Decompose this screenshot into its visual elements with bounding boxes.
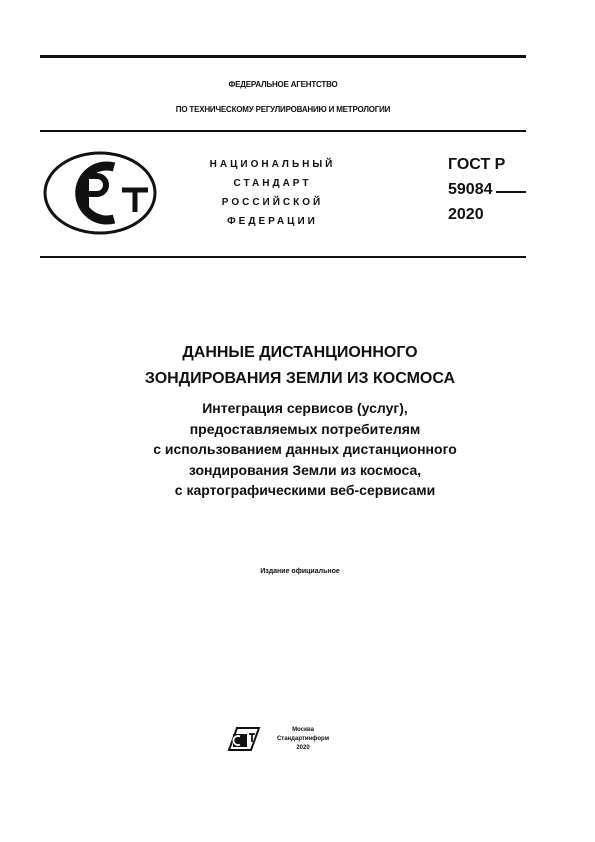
standartinform-logo-icon bbox=[227, 724, 261, 752]
standard-type-line-2: СТАНДАРТ bbox=[233, 178, 312, 189]
document-title-line-1: ДАННЫЕ ДИСТАНЦИОННОГО bbox=[182, 344, 418, 361]
publisher-imprint bbox=[268, 726, 338, 753]
top-rule bbox=[40, 55, 526, 58]
standard-type-line-1: НАЦИОНАЛЬНЫЙ bbox=[209, 159, 336, 170]
publisher-name: Стандартинформ bbox=[276, 736, 330, 742]
document-title-line-2: ЗОНДИРОВАНИЯ ЗЕМЛИ ИЗ КОСМОСА bbox=[144, 370, 456, 387]
standard-year: 2020 bbox=[448, 206, 484, 223]
document-subtitle-line-5: с картографическими веб-сервисами bbox=[174, 482, 436, 498]
middle-rule bbox=[40, 130, 526, 132]
official-edition-note: Издание официальное bbox=[260, 568, 340, 575]
agency-name-line-2: ПО ТЕХНИЧЕСКОМУ РЕГУЛИРОВАНИЮ И МЕТРОЛОГИИ bbox=[175, 105, 391, 114]
document-subtitle-line-2: предоставляемых потребителям bbox=[189, 420, 421, 437]
lower-rule bbox=[40, 256, 526, 258]
document-title bbox=[40, 340, 560, 392]
publisher-year: 2020 bbox=[296, 745, 310, 751]
standard-type-line-4: ФЕДЕРАЦИИ bbox=[227, 216, 318, 227]
agency-name-line-1: ФЕДЕРАЛЬНОЕ АГЕНТСТВО bbox=[228, 80, 338, 89]
standard-number: 59084 bbox=[448, 181, 493, 198]
document-subtitle-line-1: Интеграция сервисов (услуг), bbox=[202, 400, 408, 416]
document-subtitle bbox=[40, 398, 570, 501]
standard-type-block bbox=[200, 155, 345, 231]
standard-type-line-3: РОССИЙСКОЙ bbox=[221, 197, 324, 208]
standard-prefix: ГОСТ Р bbox=[448, 156, 506, 173]
publisher-city: Москва bbox=[292, 727, 314, 733]
designation-dash bbox=[496, 191, 526, 193]
document-subtitle-line-4: зондирования Земли из космоса, bbox=[188, 461, 422, 478]
rst-certification-mark-icon bbox=[42, 150, 158, 236]
document-subtitle-line-3: с использованием данных дистанционного bbox=[153, 441, 457, 457]
